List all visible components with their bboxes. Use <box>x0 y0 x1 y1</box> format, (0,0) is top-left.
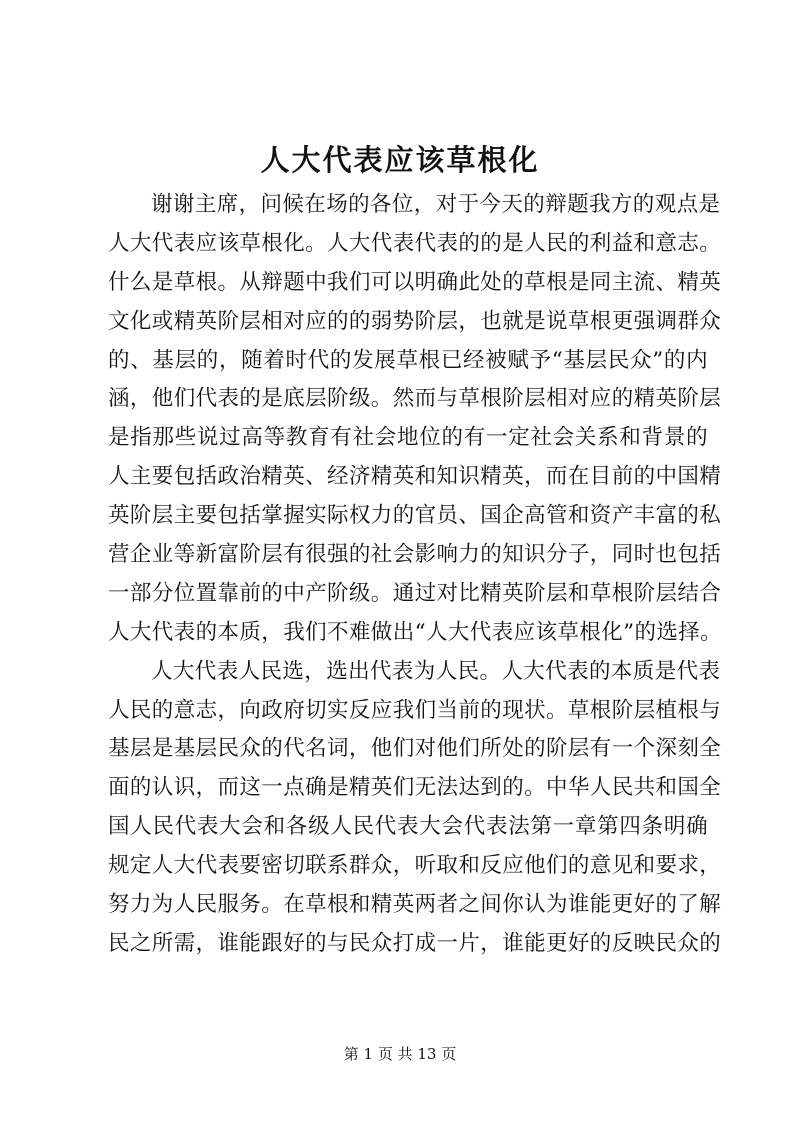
paragraph-2-line-6: 规定人大代表要密切联系群众，听取和反应他们的意见和要求， <box>108 853 722 879</box>
paragraph-1-line-1: 谢谢主席，问候在场的各位，对于今天的辩题我方的观点是 <box>151 192 721 217</box>
paragraph-1-line-3: 什么是草根。从辩题中我们可以明确此处的草根是同主流、精英 <box>108 269 722 295</box>
document-title: 人大代表应该草根化 <box>260 143 540 177</box>
paragraph-1-line-8: 人主要包括政治精英、经济精英和知识精英，而在目前的中国精 <box>108 464 722 490</box>
paragraph-1-line-4: 文化或精英阶层相对应的的弱势阶层，也就是说草根更强调群众 <box>108 308 722 334</box>
paragraph-1-line-10: 营企业等新富阶层有很强的社会影响力的知识分子，同时也包括 <box>108 542 722 568</box>
document-body <box>108 186 723 964</box>
paragraph-2-line-8: 民之所需，谁能跟好的与民众打成一片，谁能更好的反映民众的 <box>108 930 722 956</box>
paragraph-1-line-6: 涵，他们代表的是底层阶级。然而与草根阶层相对应的精英阶层 <box>108 386 722 412</box>
paragraph-2-line-7: 努力为人民服务。在草根和精英两者之间你认为谁能更好的了解 <box>108 892 722 918</box>
paragraph-1-line-12: 人大代表的本质，我们不难做出“人大代表应该草根化”的选择。 <box>108 619 723 645</box>
paragraph-2-line-1: 人大代表人民选，选出代表为人民。人大代表的本质是代表 <box>151 658 721 684</box>
paragraph-2-line-5: 国人民代表大会和各级人民代表大会代表法第一章第四条明确 <box>108 814 708 840</box>
paragraph-1-line-9: 英阶层主要包括掌握实际权力的官员、国企高管和资产丰富的私 <box>108 503 722 529</box>
paragraph-1-line-7: 是指那些说过高等教育有社会地位的有一定社会关系和背景的 <box>108 425 708 451</box>
paragraph-2-line-3: 基层是基层民众的代名词，他们对他们所处的阶层有一个深刻全 <box>108 736 722 762</box>
paragraph-1-line-5: 的、基层的，随着时代的发展草根已经被赋予“基层民众”的内 <box>108 347 708 373</box>
page-number-footer: 第 1 页 共 13 页 <box>343 1045 457 1063</box>
paragraph-2-line-2: 人民的意志，向政府切实反应我们当前的现状。草根阶层植根与 <box>108 697 722 723</box>
paragraph-1-line-11: 一部分位置靠前的中产阶级。通过对比精英阶层和草根阶层结合 <box>108 580 722 606</box>
paragraph-1-line-2: 人大代表应该草根化。人大代表代表的的是人民的利益和意志。 <box>108 230 722 256</box>
paragraph-2-line-4: 面的认识，而这一点确是精英们无法达到的。中华人民共和国全 <box>108 775 722 801</box>
